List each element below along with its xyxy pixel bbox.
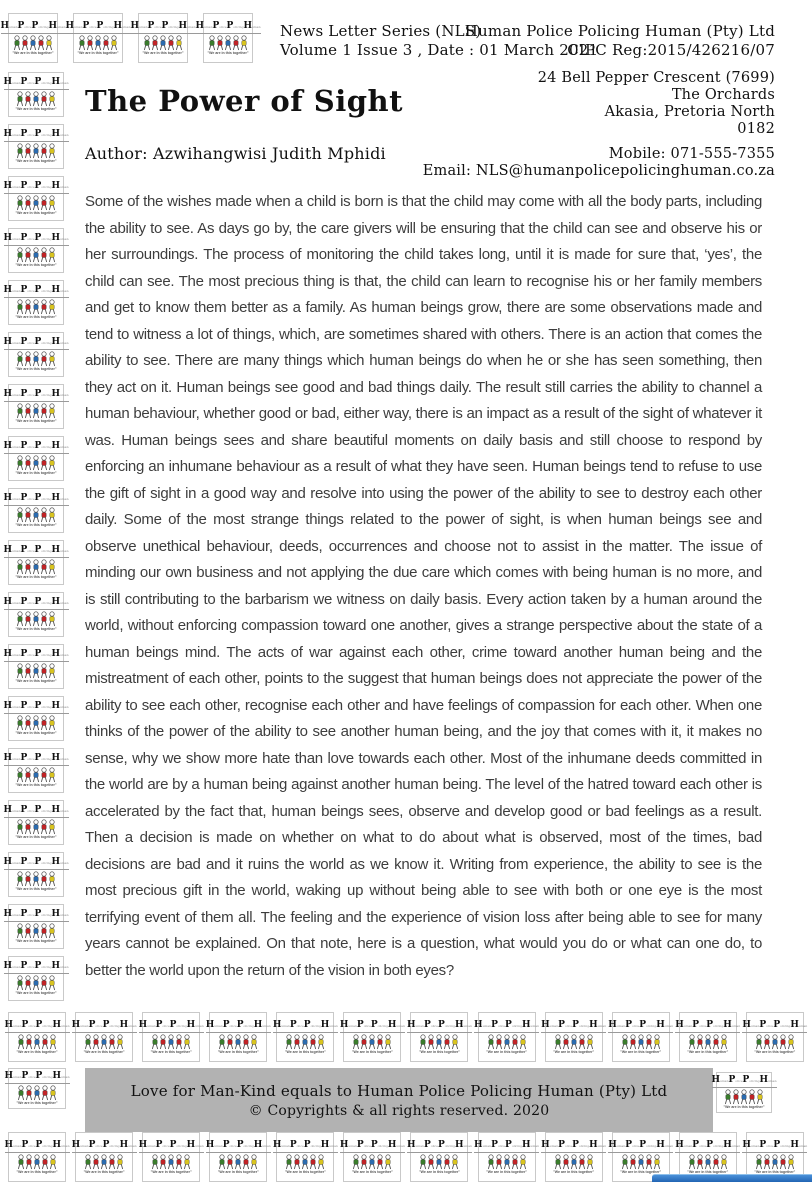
hpph-logo-icon	[0, 13, 66, 63]
address-line: Akasia, Pretoria North	[604, 104, 775, 120]
stick-figures-icon	[554, 1154, 594, 1170]
hpph-logo-letters: HumanPolicePolicingHuman	[273, 1140, 338, 1153]
hpph-logo-tagline: "We are in this together"	[687, 1169, 729, 1174]
hpph-logo-tagline: "We are in this together"	[15, 835, 57, 839]
hpph-logo-letters: HumanPolicePolicingHuman	[407, 1140, 472, 1153]
company-name: Human Police Policing Human (Pty) Ltd	[464, 22, 775, 40]
stick-figures-icon	[16, 91, 56, 107]
footer-logo-row-1	[4, 1012, 808, 1062]
hpph-logo-letters: HumanPolicePolicingHuman	[4, 389, 69, 402]
stick-figures-icon	[688, 1154, 728, 1170]
hpph-logo-tagline: "We are in this together"	[15, 315, 57, 319]
hpph-logo-letters: HumanPolicePolicingHuman	[4, 493, 69, 506]
hpph-logo-tagline: "We are in this together"	[15, 887, 57, 891]
stick-figures-icon	[16, 923, 56, 939]
hpph-logo-tagline: "We are in this together"	[16, 1049, 58, 1054]
contact-block	[423, 146, 775, 180]
top-logo-row	[0, 13, 261, 63]
hpph-logo-letters: HumanPolicePolicingHuman	[4, 285, 69, 298]
hpph-logo-tagline: "We are in this together"	[284, 1169, 326, 1174]
stick-figures-icon	[151, 1154, 191, 1170]
hpph-logo-tagline: "We are in this together"	[83, 1049, 125, 1054]
stick-figures-icon	[16, 403, 56, 419]
hpph-logo-icon	[71, 1012, 137, 1062]
hpph-logo-icon	[339, 1012, 405, 1062]
hpph-logo-tagline: "We are in this together"	[284, 1049, 326, 1054]
hpph-logo-icon	[65, 13, 131, 63]
hpph-logo-letters: HumanPolicePolicingHuman	[675, 1020, 740, 1033]
hpph-logo-tagline: "We are in this together"	[83, 1169, 125, 1174]
hpph-logo-icon	[474, 1012, 540, 1062]
hpph-logo-icon	[3, 800, 69, 845]
article-body: Some of the wishes made when a child is born is that the child may come with all the body parts, including the ability to see. As days go by, the care givers will be ensuring that the child can see and observe his or her surroundings. The process of monitoring the child takes long, until it is made for sure that, ‘yes’, the child can see. The most precious thing is that, the child can learn to recognise his or her family members and get to know them better as a family. As human beings grow, there are some observations made and tend to witness a lot of things, which, are sometimes shared with others. There is an action that comes the ability to see. There are many things which human beings do when he or she has seen something, then they act on it. Human beings see good and bad things daily. The result still carries the ability to channel a human behaviour, whether good or bad, either way, there is an impact as a result of the sight of whatever it was. Human beings sees and share beautiful moments on daily basis and still choose to respond by enforcing an inhumane behaviour as a result of what they have seen. Human beings tend to refuse to use the gift of sight in a good way and resolve into using the power of the ability to see to destroy each other daily. Some of the most strange things related to the power of sight, is when human beings see and observe unethical behaviour, deeds, occurrences and choose not to assist in the matter. The issue of minding our own business and not applying the due care which comes with being human is no more, and is still contributing to the barbarism we witness on daily basis. Every action taken by a human around the world, without enforcing compassion toward one another, gives a strange perspective about the state of a human beings mind. The acts of war against each other, crime toward another human being and the mistreatment of each other, points to the suggest that human beings does not appreciate the power of the ability to see each other, recognise each other and have feelings of compassion for each other. When one thinks of the power of the ability to see another human being, and the joy that comes with it, it makes no sense, why we show more hate than love towards each other. Most of the inhumane deeds committed in the world are by a human being against another human being. The level of the hatred toward each other is accelerated by the fact that, human beings sees, observe and develop good or bad feelings as a result. Then a decision is made on whether on what to do about what is observed, most of the times, bad decisions are bad and it ruins the world as we know it. Writing from experience, the ability to see is the most precious gift in the world, waking up without being able to see with both or one eye is the most terrifying event of them all. The feeling and the experience of vision loss after being able to see for many years cannot be explained. On that note, here is a question, what would you do or what can one do, to better the world upon the return of the vision in both eyes?	[85, 193, 762, 979]
hpph-logo-tagline: "We are in this together"	[486, 1049, 528, 1054]
hpph-logo-tagline: "We are in this together"	[16, 1101, 58, 1105]
hpph-logo-icon	[541, 1132, 607, 1182]
hpph-logo-icon	[406, 1132, 472, 1182]
hpph-logo-letters: HumanPolicePolicingHuman	[4, 337, 69, 350]
hpph-logo-letters: HumanPolicePolicingHuman	[72, 1020, 137, 1033]
stick-figures-icon	[285, 1034, 325, 1050]
hpph-logo-letters: HumanPolicePolicingHuman	[5, 1140, 70, 1153]
hpph-logo-tagline: "We are in this together"	[15, 107, 57, 111]
hpph-logo-tagline: "We are in this together"	[620, 1049, 662, 1054]
hpph-logo-tagline: "We are in this together"	[15, 263, 57, 267]
hpph-logo-letters: HumanPolicePolicingHuman	[4, 649, 69, 662]
hpph-logo-icon	[71, 1132, 137, 1182]
hpph-logo-letters: HumanPolicePolicingHuman	[196, 21, 261, 34]
hpph-logo-icon	[3, 436, 69, 481]
hpph-logo-letters: HumanPolicePolicingHuman	[608, 1020, 673, 1033]
hpph-logo-letters: HumanPolicePolicingHuman	[4, 233, 69, 246]
hpph-logo-icon	[3, 332, 69, 377]
hpph-logo-tagline: "We are in this together"	[351, 1169, 393, 1174]
hpph-logo-letters: HumanPolicePolicingHuman	[340, 1020, 405, 1033]
company-cipc-reg: CIPC Reg:2015/426216/07	[567, 41, 775, 59]
hpph-logo-icon	[3, 72, 69, 117]
hpph-logo-letters: HumanPolicePolicingHuman	[273, 1020, 338, 1033]
hpph-logo-icon	[3, 124, 69, 169]
stick-figures-icon	[16, 299, 56, 315]
hpph-logo-letters: HumanPolicePolicingHuman	[206, 1140, 271, 1153]
stick-figures-icon	[208, 35, 248, 51]
stick-figures-icon	[16, 247, 56, 263]
stick-figures-icon	[218, 1034, 258, 1050]
hpph-logo-letters: HumanPolicePolicingHuman	[4, 545, 69, 558]
stick-figures-icon	[621, 1034, 661, 1050]
hpph-logo-letters: HumanPolicePolicingHuman	[4, 961, 69, 974]
hpph-logo-tagline: "We are in this together"	[15, 367, 57, 371]
hpph-logo-icon	[3, 644, 69, 689]
hpph-logo-icon	[339, 1132, 405, 1182]
hpph-logo-tagline: "We are in this together"	[351, 1049, 393, 1054]
hpph-logo-icon	[3, 748, 69, 793]
company-block	[465, 22, 775, 60]
stick-figures-icon	[487, 1034, 527, 1050]
hpph-logo-letters: HumanPolicePolicingHuman	[712, 1075, 777, 1088]
stick-figures-icon	[16, 455, 56, 471]
stick-figures-icon	[16, 507, 56, 523]
article-author: Author: Azwihangwisi Judith Mphidi	[85, 144, 386, 163]
hpph-logo-icon	[3, 384, 69, 429]
hpph-logo-tagline: "We are in this together"	[754, 1049, 796, 1054]
hpph-logo-letters: HumanPolicePolicingHuman	[742, 1020, 807, 1033]
hpph-logo-icon	[406, 1012, 472, 1062]
hpph-logo-tagline: "We are in this together"	[687, 1049, 729, 1054]
left-logo-column	[3, 72, 69, 1001]
newsletter-volume-date: Volume 1 Issue 3 , Date : 01 March 2021	[280, 41, 599, 59]
stick-figures-icon	[78, 35, 118, 51]
address-block	[538, 70, 775, 138]
stick-figures-icon	[16, 819, 56, 835]
stick-figures-icon	[755, 1034, 795, 1050]
stick-figures-icon	[554, 1034, 594, 1050]
stick-figures-icon	[16, 195, 56, 211]
hpph-logo-letters: HumanPolicePolicingHuman	[4, 701, 69, 714]
hpph-logo-tagline: "We are in this together"	[77, 50, 119, 55]
hpph-logo-icon	[3, 176, 69, 221]
hpph-logo-tagline: "We are in this together"	[15, 783, 57, 787]
hpph-logo-tagline: "We are in this together"	[553, 1049, 595, 1054]
hpph-logo-icon	[205, 1012, 271, 1062]
hpph-logo-letters: HumanPolicePolicingHuman	[340, 1140, 405, 1153]
hpph-logo-tagline: "We are in this together"	[15, 159, 57, 163]
footer-banner	[85, 1068, 713, 1132]
hpph-logo-letters: HumanPolicePolicingHuman	[4, 753, 69, 766]
hpph-logo-icon	[3, 956, 69, 1001]
stick-figures-icon	[84, 1154, 124, 1170]
hpph-logo-tagline: "We are in this together"	[15, 679, 57, 683]
hpph-logo-tagline: "We are in this together"	[16, 1169, 58, 1174]
hpph-logo-letters: HumanPolicePolicingHuman	[541, 1020, 606, 1033]
hpph-logo-letters: HumanPolicePolicingHuman	[474, 1140, 539, 1153]
hpph-logo-letters: HumanPolicePolicingHuman	[742, 1140, 807, 1153]
banner-left-logo-slot	[4, 1068, 70, 1130]
hpph-logo-letters: HumanPolicePolicingHuman	[4, 77, 69, 90]
hpph-logo-letters: HumanPolicePolicingHuman	[4, 909, 69, 922]
hpph-logo-tagline: "We are in this together"	[15, 731, 57, 735]
hpph-logo-icon	[742, 1012, 808, 1062]
hpph-logo-letters: HumanPolicePolicingHuman	[139, 1020, 204, 1033]
hpph-logo-icon	[4, 1012, 70, 1062]
hpph-logo-icon	[608, 1012, 674, 1062]
hpph-logo-tagline: "We are in this together"	[12, 50, 54, 55]
hpph-logo-icon	[3, 696, 69, 741]
hpph-logo-tagline: "We are in this together"	[15, 523, 57, 527]
stick-figures-icon	[688, 1034, 728, 1050]
hpph-logo-letters: HumanPolicePolicingHuman	[4, 181, 69, 194]
hpph-logo-tagline: "We are in this together"	[207, 50, 249, 55]
hpph-logo-letters: HumanPolicePolicingHuman	[5, 1071, 70, 1084]
hpph-logo-tagline: "We are in this together"	[142, 50, 184, 55]
stick-figures-icon	[352, 1154, 392, 1170]
hpph-logo-icon	[205, 1132, 271, 1182]
stick-figures-icon	[16, 559, 56, 575]
stick-figures-icon	[17, 1034, 57, 1050]
stick-figures-icon	[16, 767, 56, 783]
hpph-logo-icon	[541, 1012, 607, 1062]
address-line: 24 Bell Pepper Crescent (7699)	[537, 70, 775, 86]
hpph-logo-letters: HumanPolicePolicingHuman	[541, 1140, 606, 1153]
hpph-logo-letters: HumanPolicePolicingHuman	[72, 1140, 137, 1153]
hpph-logo-tagline: "We are in this together"	[15, 939, 57, 943]
hpph-logo-icon	[130, 13, 196, 63]
hpph-logo-icon	[711, 1072, 777, 1113]
address-line: The Orchards	[671, 87, 775, 103]
hpph-logo-tagline: "We are in this together"	[620, 1169, 662, 1174]
hpph-logo-letters: HumanPolicePolicingHuman	[474, 1020, 539, 1033]
hpph-logo-letters: HumanPolicePolicingHuman	[4, 805, 69, 818]
stick-figures-icon	[16, 351, 56, 367]
stick-figures-icon	[13, 35, 53, 51]
hpph-logo-tagline: "We are in this together"	[15, 991, 57, 995]
banner-right-logo-slot	[711, 1072, 777, 1130]
hpph-logo-tagline: "We are in this together"	[723, 1105, 765, 1109]
stick-figures-icon	[487, 1154, 527, 1170]
hpph-logo-letters: HumanPolicePolicingHuman	[1, 21, 66, 34]
stick-figures-icon	[419, 1154, 459, 1170]
hpph-logo-letters: HumanPolicePolicingHuman	[206, 1020, 271, 1033]
hpph-logo-tagline: "We are in this together"	[15, 211, 57, 215]
email-address: Email: NLS@humanpolicepolicinghuman.co.za	[422, 163, 775, 179]
hpph-logo-tagline: "We are in this together"	[418, 1049, 460, 1054]
hpph-logo-icon	[3, 592, 69, 637]
hpph-logo-icon	[3, 904, 69, 949]
stick-figures-icon	[16, 715, 56, 731]
hpph-logo-letters: HumanPolicePolicingHuman	[5, 1020, 70, 1033]
hpph-logo-icon	[138, 1012, 204, 1062]
hpph-logo-icon	[675, 1012, 741, 1062]
hpph-logo-tagline: "We are in this together"	[15, 627, 57, 631]
stick-figures-icon	[755, 1154, 795, 1170]
footer-banner-slogan: Love for Man-Kind equals to Human Police Policing Human (Pty) Ltd	[130, 1081, 668, 1100]
hpph-logo-letters: HumanPolicePolicingHuman	[608, 1140, 673, 1153]
stick-figures-icon	[16, 611, 56, 627]
hpph-logo-icon	[195, 13, 261, 63]
stick-figures-icon	[621, 1154, 661, 1170]
stick-figures-icon	[17, 1154, 57, 1170]
hpph-logo-icon	[4, 1132, 70, 1182]
mobile-number: Mobile: 071-555-7355	[608, 146, 775, 162]
stick-figures-icon	[16, 663, 56, 679]
hpph-logo-icon	[272, 1132, 338, 1182]
hpph-logo-icon	[3, 852, 69, 897]
hpph-logo-tagline: "We are in this together"	[15, 575, 57, 579]
hpph-logo-letters: HumanPolicePolicingHuman	[407, 1020, 472, 1033]
stick-figures-icon	[16, 143, 56, 159]
stick-figures-icon	[17, 1085, 57, 1101]
hpph-logo-letters: HumanPolicePolicingHuman	[4, 129, 69, 142]
stick-figures-icon	[16, 975, 56, 991]
address-line: 0182	[737, 121, 775, 137]
stick-figures-icon	[84, 1034, 124, 1050]
stick-figures-icon	[285, 1154, 325, 1170]
hpph-logo-tagline: "We are in this together"	[150, 1169, 192, 1174]
footer-copyright: © Copyrights & all rights reserved. 2020	[248, 1102, 550, 1119]
stick-figures-icon	[724, 1089, 764, 1105]
hpph-logo-letters: HumanPolicePolicingHuman	[4, 597, 69, 610]
stick-figures-icon	[143, 35, 183, 51]
hpph-logo-tagline: "We are in this together"	[217, 1049, 259, 1054]
hpph-logo-tagline: "We are in this together"	[15, 419, 57, 423]
stick-figures-icon	[218, 1154, 258, 1170]
stick-figures-icon	[352, 1034, 392, 1050]
hpph-logo-icon	[272, 1012, 338, 1062]
stick-figures-icon	[151, 1034, 191, 1050]
newsletter-series-title: News Letter Series (NLS)	[280, 22, 482, 40]
stick-figures-icon	[419, 1034, 459, 1050]
hpph-logo-tagline: "We are in this together"	[217, 1169, 259, 1174]
page-title: The Power of Sight	[85, 84, 404, 118]
hpph-logo-tagline: "We are in this together"	[150, 1049, 192, 1054]
hpph-logo-tagline: "We are in this together"	[486, 1169, 528, 1174]
hpph-logo-icon	[4, 1068, 70, 1109]
hpph-logo-tagline: "We are in this together"	[553, 1169, 595, 1174]
hpph-logo-icon	[474, 1132, 540, 1182]
hpph-logo-letters: HumanPolicePolicingHuman	[4, 857, 69, 870]
hpph-logo-tagline: "We are in this together"	[754, 1169, 796, 1174]
hpph-logo-letters: HumanPolicePolicingHuman	[66, 21, 131, 34]
hpph-logo-letters: HumanPolicePolicingHuman	[675, 1140, 740, 1153]
window-edge-bar	[652, 1174, 812, 1182]
hpph-logo-icon	[3, 540, 69, 585]
hpph-logo-icon	[3, 488, 69, 533]
hpph-logo-letters: HumanPolicePolicingHuman	[131, 21, 196, 34]
stick-figures-icon	[16, 871, 56, 887]
hpph-logo-letters: HumanPolicePolicingHuman	[4, 441, 69, 454]
hpph-logo-icon	[138, 1132, 204, 1182]
hpph-logo-icon	[3, 228, 69, 273]
hpph-logo-icon	[3, 280, 69, 325]
hpph-logo-tagline: "We are in this together"	[15, 471, 57, 475]
hpph-logo-letters: HumanPolicePolicingHuman	[139, 1140, 204, 1153]
hpph-logo-tagline: "We are in this together"	[418, 1169, 460, 1174]
